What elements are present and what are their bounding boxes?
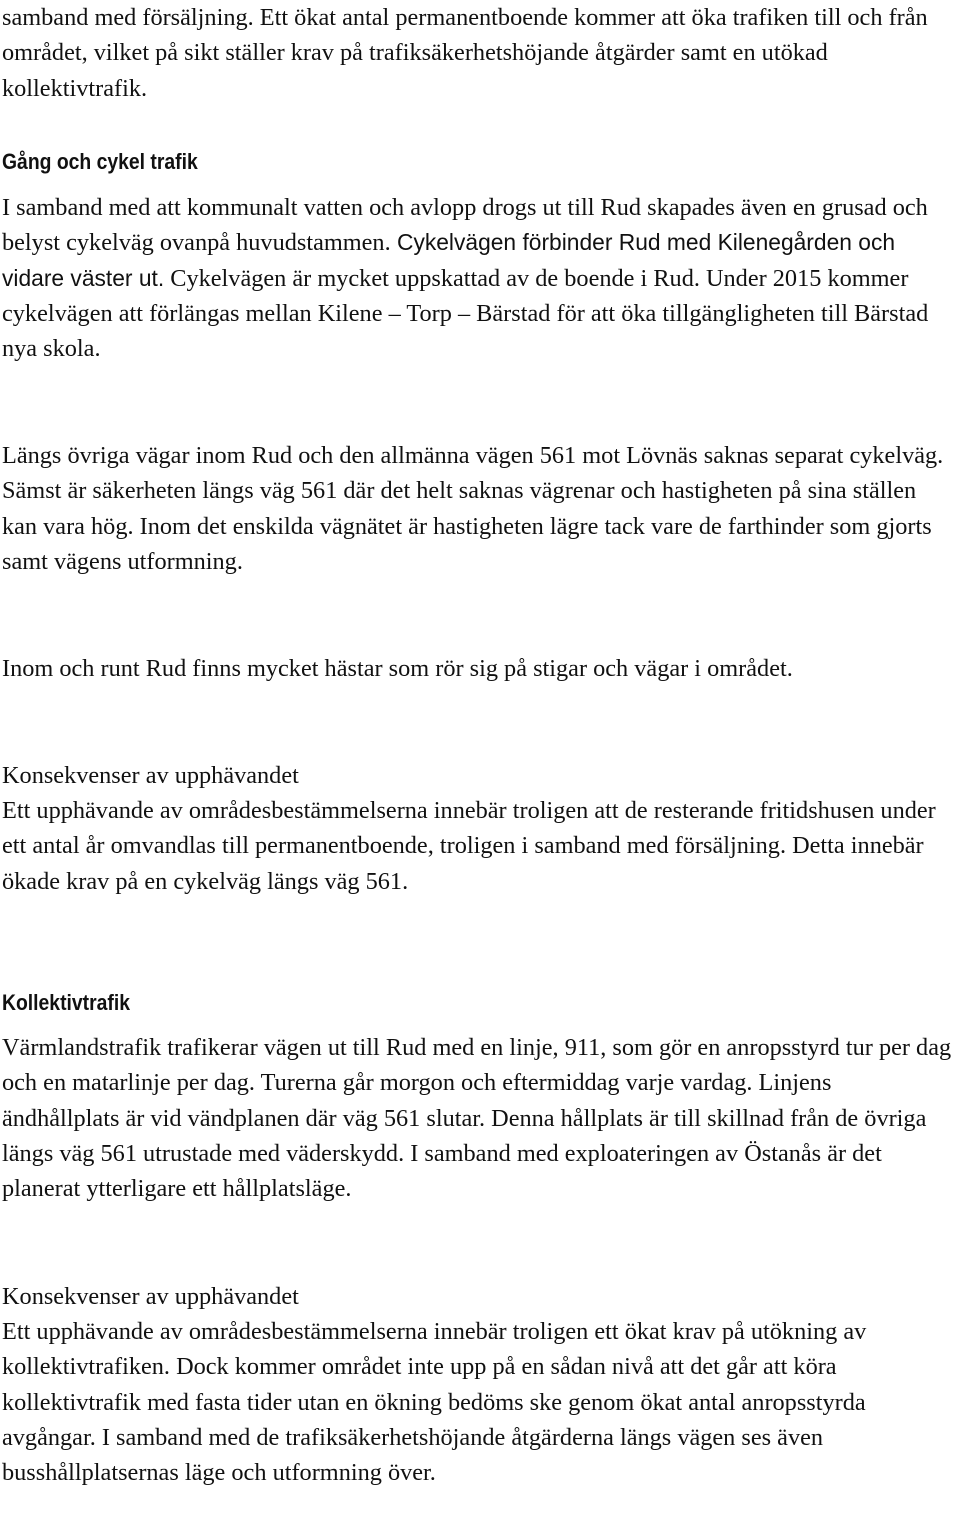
walking-paragraph-3: Inom och runt Rud finns mycket hästar som rör sig på stigar och vägar i området. <box>2 655 793 682</box>
walking-paragraph-2: Längs övriga vägar inom Rud och den allmänna vägen 561 mot Lövnäs saknas separat cykelväg. Sämst är säkerheten längs väg 561 där det helt saknas vägrenar och hastigheten på sina ställen kan vara hög. Inom det enskilda vägnätet är hastigheten lägre tack vare de farthinder som gjorts samt vägens utformning. <box>2 442 944 575</box>
intro-paragraph: samband med försäljning. Ett ökat antal permanentboende kommer att öka trafiken till och från området, vilket på sikt ställer krav på trafiksäkerhetshöjande åtgärder samt en utökad kollektivtrafik. <box>2 4 928 102</box>
walking-paragraph-1-part-2: Cykelvägen förbinder Rud med Kilenegården och vidare väster ut. <box>2 229 896 291</box>
walking-paragraph-1 <box>2 190 952 366</box>
section-heading-walking-cycling: Gång och cykel trafik <box>2 149 198 174</box>
walking-paragraph-1-part-1: I samband med att kommunalt vatten och avlopp drogs ut till Rud skapades även en grusad och belyst cykelväg ovanpå huvudstammen. <box>2 194 928 257</box>
walking-consequences-heading: Konsekvenser av upphävandet <box>2 762 299 789</box>
walking-paragraph-1-part-3: Cykelvägen är mycket uppskattad av de boende i Rud. Under 2015 kommer cykelvägen att förlängas mellan Kilene – Torp – Bärstad för att öka tillgängligheten till Bärstad nya skola. <box>2 264 929 363</box>
transit-consequences-text: Ett upphävande av områdesbestämmelserna innebär troligen ett ökat krav på utökning av kollektivtrafiken. Dock kommer området inte upp på en sådan nivå att det går att köra kollektivtrafik med fasta tider utan en ökning bedöms ske genom ökat antal anropsstyrda avgångar. I samband med de trafiksäkerhetshöjande åtgärderna längs vägen ses även busshållplatsernas läge och utformning över. <box>2 1318 867 1487</box>
walking-consequences-text: Ett upphävande av områdesbestämmelserna innebär troligen att de resterande fritidshusen under ett antal år omvandlas till permanentboende, troligen i samband med försäljning. Detta innebär ökade krav på en cykelväg längs väg 561. <box>2 797 936 895</box>
transit-consequences-heading: Konsekvenser av upphävandet <box>2 1283 299 1310</box>
section-heading-public-transport: Kollektivtrafik <box>2 990 130 1015</box>
transit-paragraph-1: Värmlandstrafik trafikerar vägen ut till Rud med en linje, 911, som gör en anropsstyrd tur per dag och en matarlinje per dag. Turerna går morgon och eftermiddag varje vardag. Linjens ändhållplats är vid vändplanen där väg 561 slutar. Denna hållplats är till skillnad från de övriga längs väg 561 utrustade med väderskydd. I samband med exploateringen av Östanås är det planerat ytterligare ett hållplatsläge. <box>2 1034 952 1203</box>
